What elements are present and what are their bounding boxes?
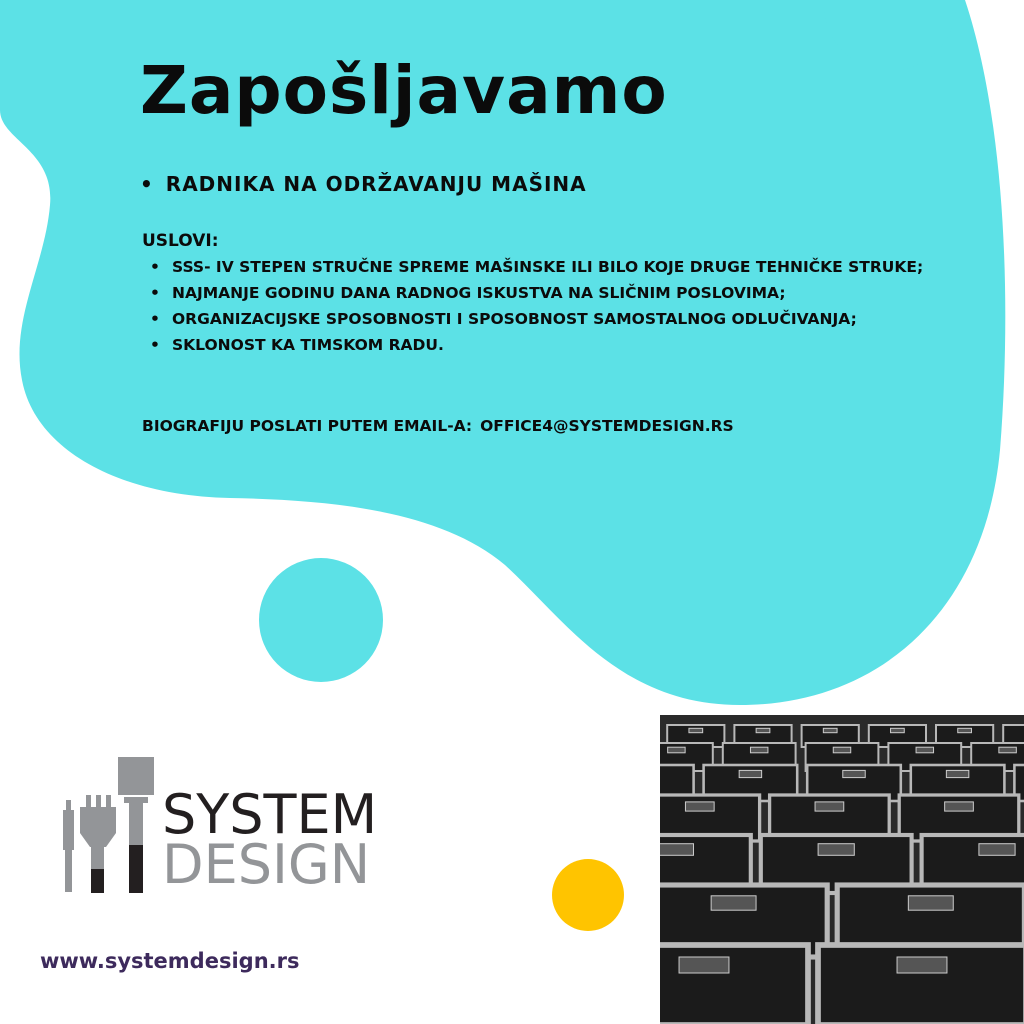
email-link[interactable]: OFFICE4@SYSTEMDESIGN.RS bbox=[480, 417, 734, 435]
website-link[interactable]: www.systemdesign.rs bbox=[40, 949, 300, 973]
case-handle bbox=[660, 844, 693, 856]
yellow-dot bbox=[552, 859, 624, 931]
requirement-item: • SKLONOST KA TIMSKOM RADU. bbox=[148, 332, 944, 358]
case-handle bbox=[739, 770, 761, 777]
case-handle bbox=[756, 728, 770, 732]
case-handle bbox=[689, 728, 703, 732]
case-handle bbox=[679, 957, 729, 973]
flight-cases-photo bbox=[660, 715, 1024, 1024]
case-handle bbox=[843, 770, 865, 777]
case-handle bbox=[891, 728, 905, 732]
case-handle bbox=[685, 802, 714, 811]
case-handle bbox=[999, 747, 1016, 753]
case-handle bbox=[668, 747, 685, 753]
logo-line-design: DESIGN bbox=[162, 833, 371, 896]
requirements-list bbox=[148, 254, 944, 358]
job-position: • RADNIKA NA ODRŽAVANJU MAŠINA bbox=[140, 172, 587, 196]
case-handle bbox=[979, 844, 1015, 856]
requirement-item: • NAJMANJE GODINU DANA RADNOG ISKUSTVA NA SLIČNIM POSLOVIMA; bbox=[148, 280, 944, 306]
email-label: BIOGRAFIJU POSLATI PUTEM EMAIL-A: bbox=[142, 417, 473, 435]
logo-line-system: SYSTEM bbox=[162, 783, 378, 846]
requirements-heading: USLOVI: bbox=[142, 231, 219, 251]
case-handle bbox=[958, 728, 972, 732]
page-title: Zapošljavamo bbox=[140, 52, 668, 129]
case-handle bbox=[818, 844, 854, 856]
case-handle bbox=[916, 747, 933, 753]
email-line bbox=[142, 417, 734, 435]
requirement-item: • SSS- IV STEPEN STRUČNE SPREME MAŠINSKE ILI BILO KOJE DRUGE TEHNIČKE STRUKE; bbox=[148, 254, 944, 280]
logo-text bbox=[162, 783, 378, 896]
case-handle bbox=[946, 770, 968, 777]
case-handle bbox=[945, 802, 974, 811]
case-handle bbox=[833, 747, 850, 753]
case-handle bbox=[908, 896, 953, 910]
case-handle bbox=[750, 747, 767, 753]
case-handle bbox=[711, 896, 756, 910]
requirement-item: • ORGANIZACIJSKE SPOSOBNOSTI I SPOSOBNOST SAMOSTALNOG ODLUČIVANJA; bbox=[148, 306, 944, 332]
case-handle bbox=[823, 728, 837, 732]
case-handle bbox=[897, 957, 947, 973]
cable-connectors-icon bbox=[58, 755, 158, 900]
cyan-circle-small bbox=[259, 558, 383, 682]
case-handle bbox=[815, 802, 844, 811]
